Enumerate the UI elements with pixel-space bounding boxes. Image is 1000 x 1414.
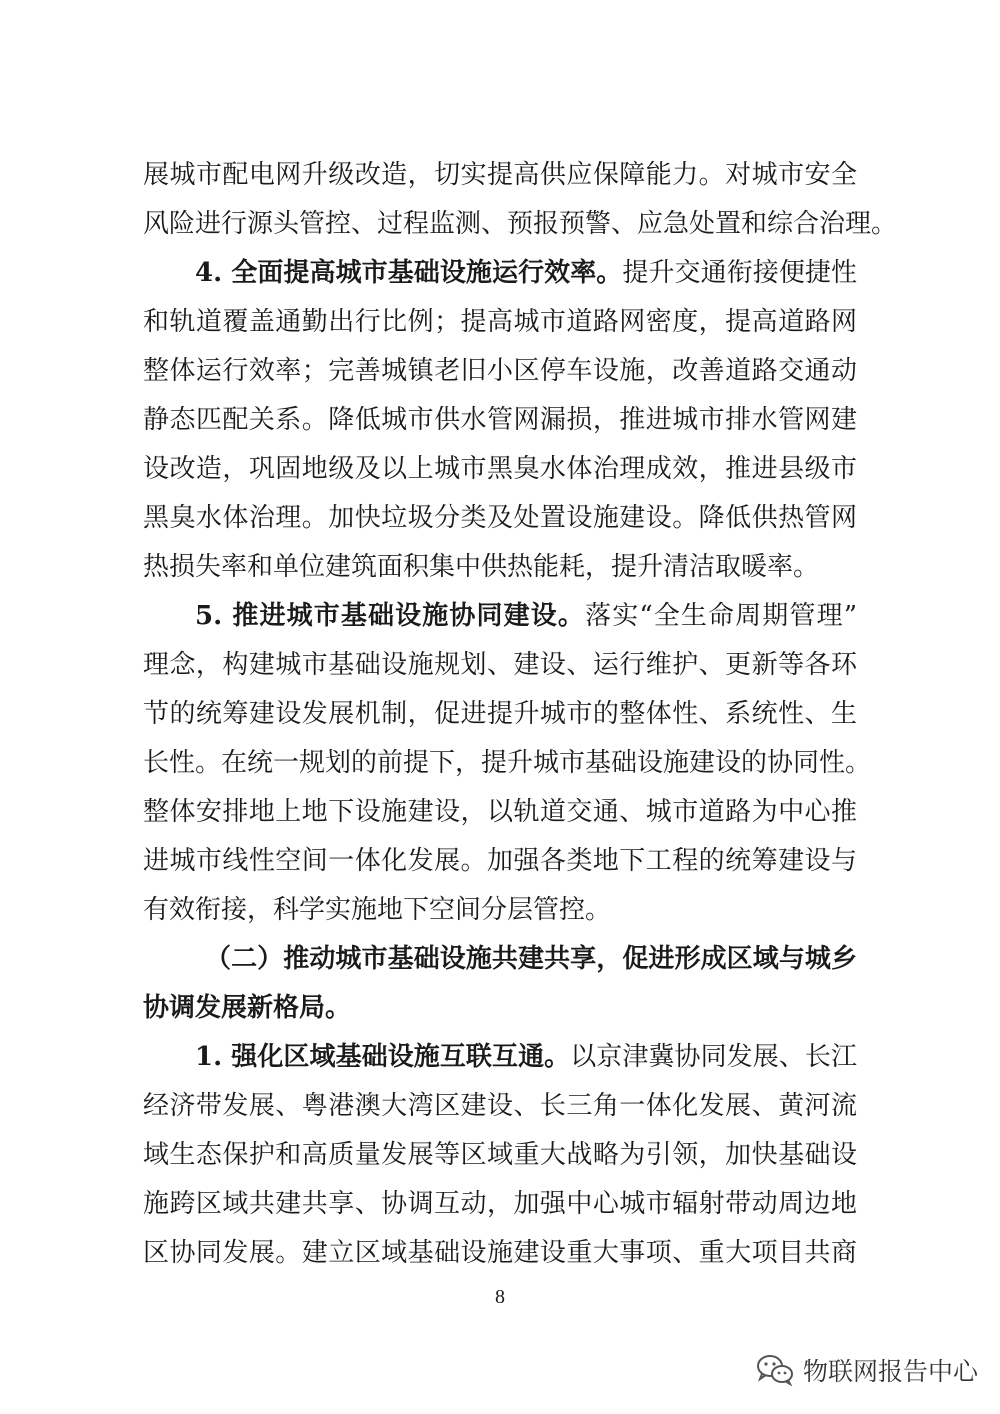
wechat-icon [755, 1353, 795, 1387]
section-heading: 1. 强化区域基础设施互联互通。 [195, 1042, 571, 1072]
text-line: 理念，构建城市基础设施规划、建设、运行维护、更新等各环 [143, 650, 857, 680]
chapter-heading-line [205, 934, 857, 984]
text-run: 落实“全生命周期管理” [585, 601, 857, 631]
text-line: 展城市配电网升级改造，切实提高供应保障能力。对城市安全 [143, 160, 857, 190]
text-line: 施跨区域共建共享、协调互动，加强中心城市辐射带动周边地 [143, 1189, 857, 1219]
section-heading: 5. 推进城市基础设施协同建设。 [195, 601, 586, 631]
text-line: 热损失率和单位建筑面积集中供热能耗，提升清洁取暖率。 [143, 552, 820, 582]
chapter-heading: （二）推动城市基础设施共建共享，促进形成区域与城乡 [205, 944, 857, 974]
text-line: 静态匹配关系。降低城市供水管网漏损，推进城市排水管网建 [143, 405, 857, 435]
chapter-heading-line [143, 983, 857, 1033]
text-line: 节的统筹建设发展机制，促进提升城市的整体性、系统性、生 [143, 699, 857, 729]
text-line: 黑臭水体治理。加快垃圾分类及处置设施建设。降低供热管网 [143, 503, 857, 533]
text-line: 风险进行源头管控、过程监测、预报预警、应急处置和综合治理。 [143, 209, 898, 239]
text-line: 和轨道覆盖通勤出行比例；提高城市道路网密度，提高道路网 [143, 307, 857, 337]
text-line: 整体运行效率；完善城镇老旧小区停车设施，改善道路交通动 [143, 356, 857, 386]
text-line: 整体安排地上地下设施建设，以轨道交通、城市道路为中心推 [143, 797, 857, 827]
text-line: 区协同发展。建立区域基础设施建设重大事项、重大项目共商 [143, 1238, 857, 1268]
text-line: 长性。在统一规划的前提下，提升城市基础设施建设的协同性。 [143, 748, 872, 778]
text-line: 进城市线性空间一体化发展。加强各类地下工程的统筹建设与 [143, 846, 857, 876]
section-heading-line [195, 1032, 857, 1082]
text-run: 提升交通衔接便捷性 [622, 258, 857, 288]
section-heading-line [195, 591, 857, 641]
text-line: 域生态保护和高质量发展等区域重大战略为引领，加快基础设 [143, 1140, 857, 1170]
watermark [755, 1350, 978, 1390]
watermark-text: 物联网报告中心 [803, 1357, 979, 1386]
section-heading-line [195, 248, 857, 298]
page-number: 8 [495, 1286, 505, 1308]
text-run: 以京津冀协同发展、长江 [570, 1042, 857, 1072]
chapter-heading: 协调发展新格局。 [143, 993, 352, 1023]
text-line: 经济带发展、粤港澳大湾区建设、长三角一体化发展、黄河流 [143, 1091, 857, 1121]
text-line: 有效衔接，科学实施地下空间分层管控。 [143, 895, 612, 925]
section-heading: 4. 全面提高城市基础设施运行效率。 [195, 258, 623, 288]
text-line: 设改造，巩固地级及以上城市黑臭水体治理成效，推进县级市 [143, 454, 857, 484]
